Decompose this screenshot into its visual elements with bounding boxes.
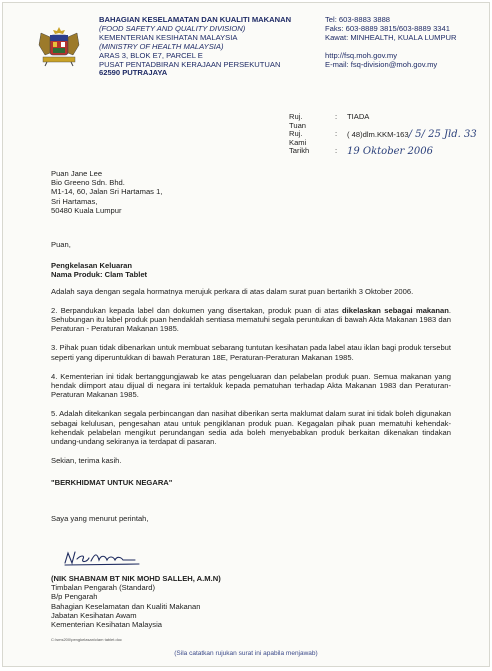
file-reference: C:\sms200\pengkelasan\clam tablet.doc: [51, 637, 122, 642]
cable-address: Kawat: MINHEALTH, KUALA LUMPUR: [325, 32, 457, 42]
telephone: Tel: 603-8883 3888: [325, 15, 391, 24]
contact-block: [325, 16, 457, 70]
signatory-block: [51, 574, 221, 629]
closing: Sekian, terima kasih.: [51, 456, 122, 466]
paragraph-5: 5. Adalah ditekankan segala perbincangan dan nasihat diberikan serta maklumat dalam surat ini tidak boleh digunakan sebagai kelulusan, pengesahan atau untuk pengiklanan produk puan. Kegagalan pihak puan mematuhi kehendak-kehendak pelabelan mengikut perundangan sedia ada boleh menyebabkan produk berkaitan dikenakan tindakan undang-undang sekiranya ia terdapat di pasaran.: [51, 409, 451, 447]
recipient-street: M1-14, 60, Jalan Sri Hartamas 1,: [51, 187, 163, 197]
ref-kami-value: [347, 129, 477, 140]
ministry-name: KEMENTERIAN KESIHATAN MALAYSIA: [99, 32, 238, 42]
signatory-department: Bahagian Keselamatan dan Kualiti Makanan: [51, 601, 201, 611]
recipient-name: Puan Jane Lee: [51, 169, 103, 178]
email-address: E-mail: fsq-division@moh.gov.my: [325, 59, 438, 69]
date-label: Tarikh: [289, 146, 310, 155]
letter-page: BAHAGIAN KESELAMATAN DAN KUALITI MAKANAN (FOOD SAFETY AND QUALITY DIVISION) KEMENTERIAN KESIHATAN MALAYSIA (MINISTRY OF HEALTH MALAYSIA) ARAS 3, BLOK E7, PARCEL E PUSAT PENTADBIRAN KERAJAAN PERSEKUTUAN 62590 PUTRAJAYA Tel: 603-8883 3888 Faks: 603-8889 3815/603-8889 3341 Kawat: MINHEALTH, KUALA LUMPUR http://fsq.moh.gov.my E-mail: fsq-division@moh.gov.my Ruj. Tuan : TIADA Ruj. Kami : ( 48)dlm.KKM-163/ 5/ 25 Jld. 33 Tarikh : 19 Oktober 2006 Puan Jane Lee Bio Greeno Sdn. Bhd. M1-14, 60, Jalan Sri Hartamas 1, Sri Hartamas, 50480 Kuala Lumpur Puan, Pengkelasan Keluaran Nama Produk: Clam Tablet Adalah saya dengan segala hormatnya merujuk perkara di atas dalam surat puan bertarikh 3 Oktober 2006. 2. Berpandukan kepada label dan dokumen yang disertakan, produk puan di atas dikelaskan sebagai makanan. Sehubungan itu label produk puan hendaklah sentiasa mematuhi segala peruntukan di bawah Akta Makanan 1983 dan Peraturan - Peraturan Makanan 1985. 3. Pihak puan tidak dibenarkan untuk membuat sebarang tuntutan kesihatan pada label atau iklan bagi produk tersebut seperti yang diperuntukkan di bawah Peraturan 18E, Peraturan-Peraturan Makanan 1985. 4. Kementerian ini tidak bertanggungjawab ke atas pengeluaran dan pelabelan produk puan. Semua makanan yang hendak diimport atau dijual di negara ini tertakluk kepada pematuhan terhadap Akta Makanan 1983 dan Peraturan-Peraturan Makanan 1985. 5. Adalah ditekankan segala perbincangan dan nasihat diberikan serta maklumat dalam surat ini tidak boleh digunakan sebagai kelulusan, pengesahan atau untuk pengiklanan produk puan. Kegagalan pihak puan mematuhi kehendak-kehendak pelabelan mengikut perundangan sedia ada boleh menyebabkan produk berkaitan dikenakan tindakan undang-undang sekiranya ia terdapat di pasaran. Sekian, terima kasih. "BERKHIDMAT UNTUK NEGARA" Saya yang menurut perintah, (NIK SHABNAM BT NIK MOHD SALLEH, A.M.N) Timbalan Pengarah (Standard) B/p Pengarah Bahagian Keselamatan dan Kualiti Makanan Jabatan Kesihatan Awam Kementerian Kesihatan Malaysia C:\sms200\pengkelasan\clam tablet.doc (Sila catatkan rujukan surat ini apabila menjawab): [2, 2, 490, 667]
recipient-city: 50480 Kuala Lumpur: [51, 205, 122, 215]
subject-line: Pengkelasan Keluaran: [51, 261, 133, 271]
website-url: http://fsq.moh.gov.my: [325, 50, 398, 60]
letter-body: [51, 240, 451, 523]
ref-tuan-value: TIADA: [347, 112, 370, 121]
signatory-title: Timbalan Pengarah (Standard): [51, 583, 155, 593]
agency-address-line: PUSAT PENTADBIRAN KERAJAAN PERSEKUTUAN: [99, 59, 281, 69]
ministry-name-english: (MINISTRY OF HEALTH MALAYSIA): [99, 41, 224, 51]
ref-tuan-label: Ruj. Tuan: [289, 112, 307, 130]
signature: [63, 549, 143, 567]
signatory-ministry: Kementerian Kesihatan Malaysia: [51, 620, 163, 630]
date-value-handwritten: 19 Oktober 2006: [347, 146, 433, 157]
department-name-english: (FOOD SAFETY AND QUALITY DIVISION): [99, 23, 246, 33]
malaysia-crest-logo: [35, 25, 83, 67]
signatory-jabatan: Jabatan Kesihatan Awam: [51, 610, 137, 620]
agency-address-line: ARAS 3, BLOK E7, PARCEL E: [99, 50, 203, 60]
agency-block: [99, 16, 291, 78]
fax: Faks: 603-8889 3815/603-8889 3341: [325, 23, 450, 33]
ref-kami-label: Ruj. Kami: [289, 129, 307, 147]
obedient-line: Saya yang menurut perintah,: [51, 513, 149, 523]
salutation: Puan,: [51, 240, 71, 249]
department-name: BAHAGIAN KESELAMATAN DAN KUALITI MAKANAN: [99, 15, 292, 24]
ref-kami-printed: ( 48)dlm.KKM-163: [347, 130, 409, 139]
recipient-company: Bio Greeno Sdn. Bhd.: [51, 178, 125, 188]
motto: "BERKHIDMAT UNTUK NEGARA": [51, 478, 173, 488]
paragraph-2: 2. Berpandukan kepada label dan dokumen yang disertakan, produk puan di atas dikelaskan sebagai makanan. Sehubungan itu label produk puan hendaklah sentiasa mematuhi segala peruntukan di bawah Akta Makanan 1983 dan Peraturan - Peraturan Makanan 1985.: [51, 305, 451, 334]
agency-postcode-city: 62590 PUTRAJAYA: [99, 68, 168, 78]
paragraph-3: 3. Pihak puan tidak dibenarkan untuk membuat sebarang tuntutan kesihatan pada label atau iklan bagi produk tersebut seperti yang diperuntukkan di bawah Peraturan 18E, Peraturan-Peraturan Makanan 1985.: [51, 343, 451, 362]
signatory-on-behalf: B/p Pengarah: [51, 592, 98, 602]
ref-kami-handwritten: / 5/ 25 Jld. 33: [408, 129, 477, 140]
recipient-street: Sri Hartamas,: [51, 196, 98, 206]
subject-product: Nama Produk: Clam Tablet: [51, 270, 148, 280]
signatory-name: (NIK SHABNAM BT NIK MOHD SALLEH, A.M.N): [51, 574, 221, 583]
recipient-address: [51, 169, 162, 215]
intro-paragraph: Adalah saya dengan segala hormatnya merujuk perkara di atas dalam surat puan bertarikh 3 Oktober 2006.: [51, 286, 414, 296]
paragraph-4: 4. Kementerian ini tidak bertanggungjawab ke atas pengeluaran dan pelabelan produk puan. Semua makanan yang hendak diimport atau dijual di negara ini tertakluk kepada pematuhan terhadap Akta Makanan 1983 dan Peraturan-Peraturan Makanan 1985.: [51, 371, 451, 400]
footer-note: (Sila catatkan rujukan surat ini apabila menjawab): [174, 650, 318, 657]
